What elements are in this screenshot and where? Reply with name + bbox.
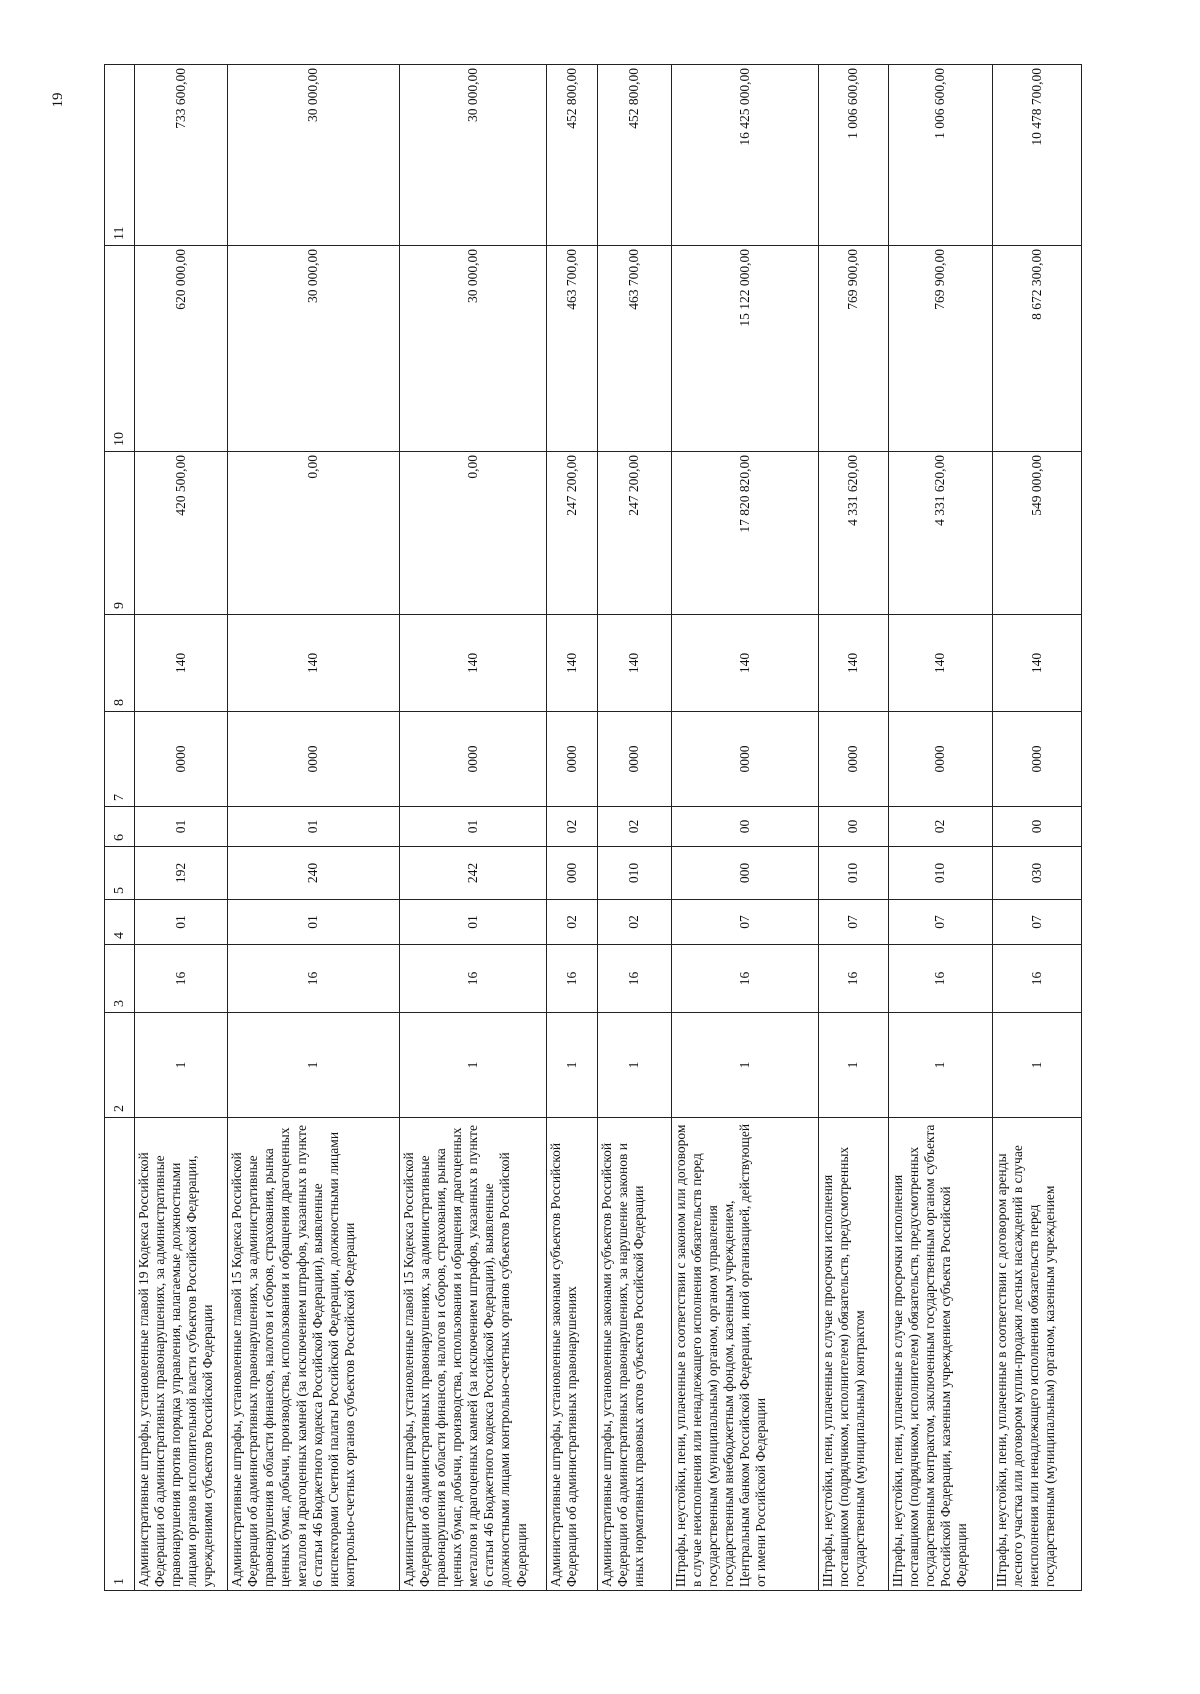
- cell-col-2: 1: [598, 1013, 672, 1118]
- table-row: [228, 65, 400, 1591]
- cell-col-6: 02: [546, 807, 597, 847]
- cell-col-5: 000: [671, 847, 818, 900]
- cell-col-11: 10 478 700,00: [992, 65, 1081, 246]
- cell-col-3: 16: [598, 945, 672, 1013]
- row-description: Административные штрафы, установленные главой 19 Кодекса Российской Федерации об административных правонарушениях, за административные правонарушения против порядка управления, налагаемые должностными лицами органов исполнительной власти субъектов Российской Федерации, учреждениями субъектов Российской Федерации: [135, 1118, 228, 1591]
- cell-col-11: 733 600,00: [135, 65, 228, 246]
- cell-col-6: 01: [228, 807, 400, 847]
- row-description: Штрафы, неустойки, пени, уплаченные в случае просрочки исполнения поставщиком (подрядчиком, исполнителем) обязательств, предусмотренных государственным (муниципальным) контрактом: [818, 1118, 888, 1591]
- cell-col-10: 620 000,00: [135, 246, 228, 452]
- cell-col-10: 15 122 000,00: [671, 246, 818, 452]
- column-header-9: 9: [105, 452, 135, 615]
- cell-col-6: 00: [818, 807, 888, 847]
- cell-col-7: 0000: [546, 712, 597, 807]
- table-body: [135, 65, 1082, 1591]
- cell-col-10: 463 700,00: [598, 246, 672, 452]
- row-description: Штрафы, неустойки, пени, уплаченные в случае просрочки исполнения поставщиком (подрядчиком, исполнителем) обязательств, предусмотренных государственным контрактом, заключенным государственным органом субъекта Российской Федерации, казенным учреждением субъекта Российской Федерации: [889, 1118, 993, 1591]
- cell-col-10: 463 700,00: [546, 246, 597, 452]
- cell-col-9: 17 820 820,00: [671, 452, 818, 615]
- cell-col-8: 140: [228, 615, 400, 712]
- cell-col-8: 140: [135, 615, 228, 712]
- cell-col-9: 0,00: [399, 452, 546, 615]
- column-header-8: 8: [105, 615, 135, 712]
- cell-col-8: 140: [546, 615, 597, 712]
- row-description: Штрафы, неустойки, пени, уплаченные в соответствии с договором аренды лесного участка или договором купли-продажи лесных насаждений в случае неисполнения или ненадлежащего исполнения обязательств перед государственным (муниципальным) органом, казенным учреждением: [992, 1118, 1081, 1591]
- row-description: Административные штрафы, установленные главой 15 Кодекса Российской Федерации об административных правонарушениях, за административные правонарушения в области финансов, налогов и сборов, страхования, рынка ценных бумаг, добычи, производства, использования и обращения драгоценных металлов и драгоценных камней (за исключением штрафов, указанных в пункте 6 статьи 46 Бюджетного кодекса Российской Федерации), выявленные инспекторами Счетной палаты Российской Федерации, должностными лицами контрольно-счетных органов субъектов Российской Федерации: [228, 1118, 400, 1591]
- cell-col-5: 000: [546, 847, 597, 900]
- column-header-3: 3: [105, 945, 135, 1013]
- cell-col-10: 8 672 300,00: [992, 246, 1081, 452]
- cell-col-11: 452 800,00: [546, 65, 597, 246]
- cell-col-11: 1 006 600,00: [889, 65, 993, 246]
- cell-col-4: 02: [598, 900, 672, 945]
- cell-col-9: 420 500,00: [135, 452, 228, 615]
- page-number: 19: [50, 92, 66, 108]
- header-row: [105, 65, 135, 1591]
- cell-col-7: 0000: [992, 712, 1081, 807]
- cell-col-2: 1: [399, 1013, 546, 1118]
- cell-col-5: 010: [889, 847, 993, 900]
- cell-col-2: 1: [135, 1013, 228, 1118]
- cell-col-4: 01: [399, 900, 546, 945]
- cell-col-5: 010: [598, 847, 672, 900]
- table-row: [992, 65, 1081, 1591]
- cell-col-7: 0000: [135, 712, 228, 807]
- cell-col-8: 140: [889, 615, 993, 712]
- column-header-2: 2: [105, 1013, 135, 1118]
- cell-col-10: 769 900,00: [818, 246, 888, 452]
- cell-col-8: 140: [399, 615, 546, 712]
- cell-col-8: 140: [818, 615, 888, 712]
- cell-col-11: 1 006 600,00: [818, 65, 888, 246]
- cell-col-2: 1: [889, 1013, 993, 1118]
- cell-col-4: 07: [818, 900, 888, 945]
- revenue-table: [104, 64, 1082, 1591]
- cell-col-8: 140: [671, 615, 818, 712]
- table-row: [818, 65, 888, 1591]
- cell-col-7: 0000: [399, 712, 546, 807]
- cell-col-2: 1: [546, 1013, 597, 1118]
- cell-col-7: 0000: [889, 712, 993, 807]
- cell-col-4: 01: [228, 900, 400, 945]
- cell-col-8: 140: [992, 615, 1081, 712]
- cell-col-3: 16: [992, 945, 1081, 1013]
- cell-col-7: 0000: [818, 712, 888, 807]
- cell-col-5: 242: [399, 847, 546, 900]
- cell-col-2: 1: [818, 1013, 888, 1118]
- cell-col-5: 030: [992, 847, 1081, 900]
- table-row: [598, 65, 672, 1591]
- column-header-10: 10: [105, 246, 135, 452]
- cell-col-9: 4 331 620,00: [818, 452, 888, 615]
- column-header-6: 6: [105, 807, 135, 847]
- cell-col-10: 30 000,00: [399, 246, 546, 452]
- column-header-4: 4: [105, 900, 135, 945]
- cell-col-4: 07: [992, 900, 1081, 945]
- table-row: [889, 65, 993, 1591]
- cell-col-5: 010: [818, 847, 888, 900]
- cell-col-4: 07: [671, 900, 818, 945]
- cell-col-10: 30 000,00: [228, 246, 400, 452]
- cell-col-9: 247 200,00: [546, 452, 597, 615]
- cell-col-4: 01: [135, 900, 228, 945]
- rotated-page: [104, 65, 1082, 1591]
- cell-col-6: 01: [399, 807, 546, 847]
- cell-col-6: 02: [598, 807, 672, 847]
- cell-col-3: 16: [228, 945, 400, 1013]
- cell-col-11: 16 425 000,00: [671, 65, 818, 246]
- cell-col-4: 07: [889, 900, 993, 945]
- cell-col-11: 452 800,00: [598, 65, 672, 246]
- cell-col-3: 16: [671, 945, 818, 1013]
- cell-col-6: 00: [671, 807, 818, 847]
- cell-col-9: 4 331 620,00: [889, 452, 993, 615]
- cell-col-3: 16: [399, 945, 546, 1013]
- column-header-1: 1: [105, 1118, 135, 1591]
- cell-col-2: 1: [671, 1013, 818, 1118]
- row-description: Административные штрафы, установленные законами субъектов Российской Федерации об административных правонарушениях: [546, 1118, 597, 1591]
- column-header-5: 5: [105, 847, 135, 900]
- cell-col-4: 02: [546, 900, 597, 945]
- cell-col-3: 16: [546, 945, 597, 1013]
- row-description: Административные штрафы, установленные главой 15 Кодекса Российской Федерации об административных правонарушениях, за административные правонарушения в области финансов, налогов и сборов, страхования, рынка ценных бумаг, добычи, производства, использования и обращения драгоценных металлов и драгоценных камней (за исключением штрафов, указанных в пункте 6 статьи 46 Бюджетного кодекса Российской Федерации), выявленные должностными лицами контрольно-счетных органов субъектов Российской Федерации: [399, 1118, 546, 1591]
- table-row: [546, 65, 597, 1591]
- cell-col-11: 30 000,00: [228, 65, 400, 246]
- cell-col-3: 16: [889, 945, 993, 1013]
- cell-col-3: 16: [135, 945, 228, 1013]
- table-row: [135, 65, 228, 1591]
- cell-col-9: 549 000,00: [992, 452, 1081, 615]
- cell-col-7: 0000: [228, 712, 400, 807]
- row-description: Административные штрафы, установленные законами субъектов Российской Федерации об административных правонарушениях, за нарушение законов и иных нормативных правовых актов субъектов Российской Федерации: [598, 1118, 672, 1591]
- cell-col-2: 1: [992, 1013, 1081, 1118]
- column-header-7: 7: [105, 712, 135, 807]
- table-row: [399, 65, 546, 1591]
- row-description: Штрафы, неустойки, пени, уплаченные в соответствии с законом или договором в случае неисполнения или ненадлежащего исполнения обязательств перед государственным (муниципальным) органом, органом управления государственным внебюджетным фондом, казенным учреждением, Центральным банком Российской Федерации, иной организацией, действующей от имени Российской Федерации: [671, 1118, 818, 1591]
- cell-col-6: 02: [889, 807, 993, 847]
- cell-col-5: 240: [228, 847, 400, 900]
- cell-col-5: 192: [135, 847, 228, 900]
- cell-col-8: 140: [598, 615, 672, 712]
- cell-col-6: 01: [135, 807, 228, 847]
- cell-col-9: 0,00: [228, 452, 400, 615]
- table-row: [671, 65, 818, 1591]
- cell-col-9: 247 200,00: [598, 452, 672, 615]
- column-header-11: 11: [105, 65, 135, 246]
- cell-col-7: 0000: [598, 712, 672, 807]
- cell-col-3: 16: [818, 945, 888, 1013]
- cell-col-10: 769 900,00: [889, 246, 993, 452]
- cell-col-11: 30 000,00: [399, 65, 546, 246]
- cell-col-6: 00: [992, 807, 1081, 847]
- cell-col-2: 1: [228, 1013, 400, 1118]
- cell-col-7: 0000: [671, 712, 818, 807]
